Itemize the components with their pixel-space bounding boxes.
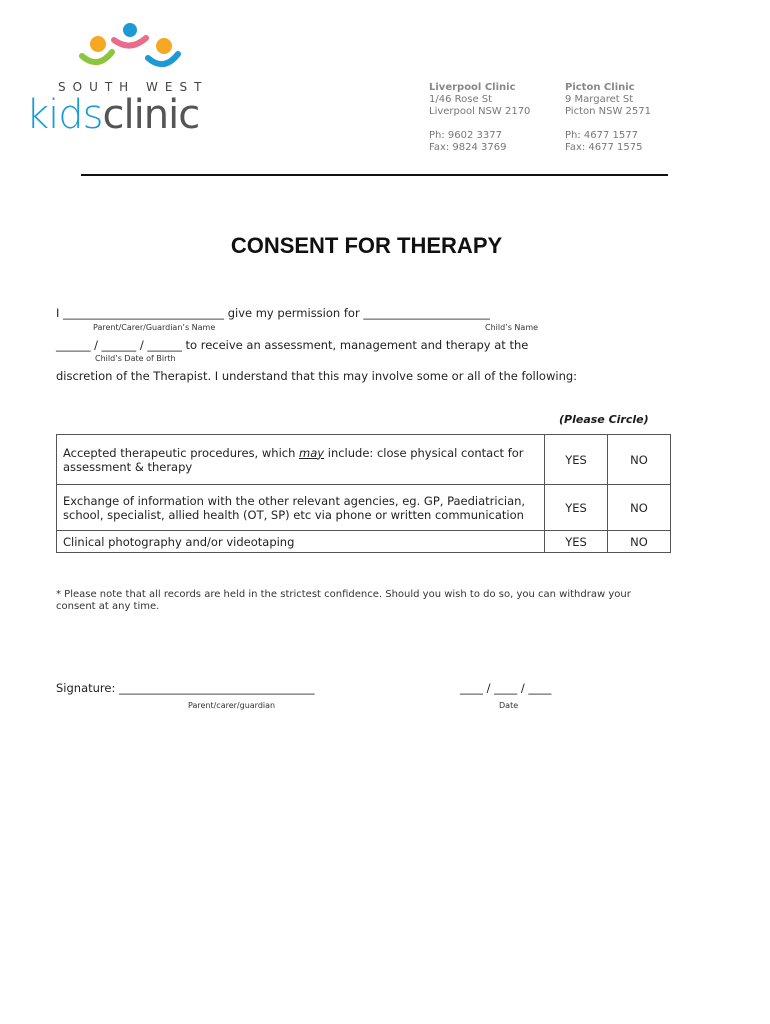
date-line: ____ / ____ / ____ <box>460 681 552 695</box>
confidentiality-note: * Please note that all records are held in the strictest confidence. Should you wish to do so, you can withdraw your consent at any time. <box>56 589 631 612</box>
logo-top-text: SOUTH WEST <box>58 80 209 94</box>
clinic-address-liverpool <box>429 82 559 154</box>
clinic-phone: Ph: 9602 3377 <box>429 130 502 141</box>
kids-figures-icon <box>78 20 198 80</box>
no-option[interactable]: NO <box>608 531 671 553</box>
parent-name-label: Parent/Carer/Guardian’s Name <box>93 323 216 332</box>
dob-label: Child’s Date of Birth <box>95 354 176 363</box>
consent-item: Clinical photography and/or videotaping <box>57 531 545 553</box>
please-circle-label: (Please Circle) <box>559 413 649 426</box>
yes-option[interactable]: YES <box>545 435 608 485</box>
consent-table <box>56 434 671 553</box>
child-name-label: Child’s Name <box>485 323 539 332</box>
clinic-address-line: Picton NSW 2571 <box>565 106 651 117</box>
signature-line: Signature: __________________________________ <box>56 681 315 695</box>
table-row <box>57 485 671 531</box>
clinic-address-line: Liverpool NSW 2170 <box>429 106 531 117</box>
no-option[interactable]: NO <box>608 435 671 485</box>
clinic-address-line: 9 Margaret St <box>565 94 634 105</box>
clinic-fax: Fax: 9824 3769 <box>429 142 507 153</box>
emphasis-text: may <box>299 445 325 460</box>
clinic-name: Liverpool Clinic <box>429 82 516 93</box>
clinic-phone: Ph: 4677 1577 <box>565 130 638 141</box>
table-row <box>57 435 671 485</box>
discretion-line: discretion of the Therapist. I understand that this may involve some or all of the following: <box>56 369 578 383</box>
dob-line: ______ / ______ / ______ to receive an assessment, management and therapy at the <box>56 338 529 352</box>
header-divider <box>81 174 668 176</box>
yes-option[interactable]: YES <box>545 485 608 531</box>
logo-clinic-word: clinic <box>102 92 200 138</box>
date-label: Date <box>499 701 519 710</box>
page-title: CONSENT FOR THERAPY <box>230 233 503 258</box>
yes-option[interactable]: YES <box>545 531 608 553</box>
consent-item: Accepted therapeutic procedures, which may include: close physical contact for assessment & therapy <box>57 435 545 485</box>
clinic-address-line: 1/46 Rose St <box>429 94 493 105</box>
permission-line: I ____________________________ give my permission for ______________________ <box>56 306 490 320</box>
clinic-address-picton <box>565 82 695 154</box>
consent-item: Exchange of information with the other relevant agencies, eg. GP, Paediatrician, school, specialist, allied health (OT, SP) etc via phone or written communication <box>57 485 545 531</box>
clinic-name: Picton Clinic <box>565 82 635 93</box>
no-option[interactable]: NO <box>608 485 671 531</box>
table-row <box>57 531 671 553</box>
clinic-fax: Fax: 4677 1575 <box>565 142 643 153</box>
logo-kids-word: kids <box>26 92 103 138</box>
clinic-logo <box>26 18 246 158</box>
signature-sub-label: Parent/carer/guardian <box>188 701 276 710</box>
